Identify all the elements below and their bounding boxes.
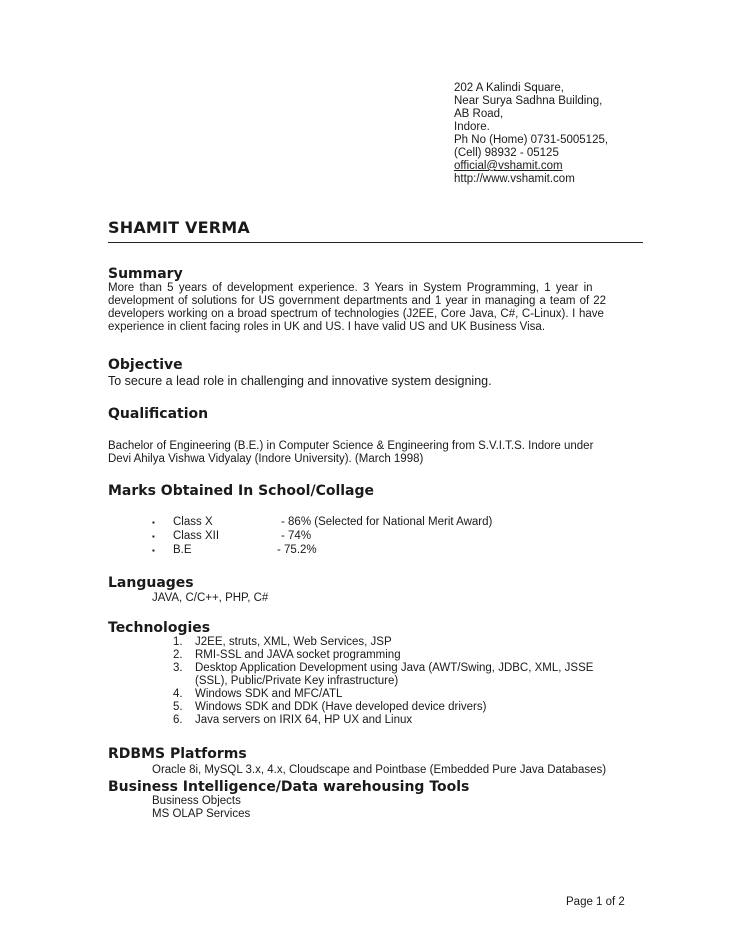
name-divider [108,242,643,243]
candidate-name: SHAMIT VERMA [108,218,250,237]
email-link[interactable]: official@vshamit.com [454,160,563,172]
page-number: Page 1 of 2 [566,896,625,908]
phone-cell: (Cell) 98932 - 05125 [454,147,559,159]
bi-item: MS OLAP Services [152,808,251,820]
list-number: 6. [173,714,183,726]
objective-text: To secure a lead role in challenging and innovative system designing. [108,374,492,388]
list-text: J2EE, struts, XML, Web Services, JSP [195,636,392,648]
marks-value: - 74% [281,530,312,542]
rdbms-text: Oracle 8i, MySQL 3.x, 4.x, Cloudscape and Pointbase (Embedded Pure Java Databases) [152,764,607,776]
marks-row [152,530,572,543]
marks-value: - 86% (Selected for National Merit Award) [281,516,493,528]
marks-label: B.E [173,544,192,556]
technologies-heading: Technologies [108,620,211,636]
list-text: Windows SDK and MFC/ATL [195,688,343,700]
website-text: http://www.vshamit.com [454,173,575,185]
summary-line: developers working on a broad spectrum of technologies (J2EE, Core Java, C#, C-Linux). I have [108,308,604,320]
square-bullet-icon: ▪ [152,532,155,541]
list-text: Desktop Application Development using Java (AWT/Swing, JDBC, XML, JSSE [195,662,594,674]
list-number: 3. [173,662,183,674]
list-item [173,649,633,662]
address-line-2: Near Surya Sadhna Building, [454,95,603,107]
summary-line: More than 5 years of development experience. 3 Years in System Programming, 1 year in [108,282,593,294]
address-line-4: Indore. [454,121,490,133]
list-item [173,701,633,714]
objective-heading: Objective [108,357,183,373]
list-text: Windows SDK and DDK (Have developed device drivers) [195,701,487,713]
summary-line: development of solutions for US government departments and 1 year in managing a team of 22 [108,295,607,307]
list-item [173,714,633,727]
qualification-line: Devi Ahilya Vishwa Vidyalay (Indore University). (March 1998) [108,453,424,465]
technologies-list [173,636,633,727]
address-line-3: AB Road, [454,108,504,120]
marks-row [152,516,572,529]
summary-text [108,282,628,334]
square-bullet-icon: ▪ [152,518,155,527]
marks-value: - 75.2% [277,544,317,556]
languages-heading: Languages [108,575,194,591]
list-number: 1. [173,636,183,648]
list-text: RMI-SSL and JAVA socket programming [195,649,401,661]
marks-heading: Marks Obtained In School/Collage [108,483,375,499]
list-item [173,675,633,688]
list-text: (SSL), Public/Private Key infrastructure) [195,675,399,687]
bi-heading: Business Intelligence/Data warehousing Tools [108,779,470,795]
list-text: Java servers on IRIX 64, HP UX and Linux [195,714,413,726]
qualification-text [108,440,628,466]
summary-heading: Summary [108,266,183,282]
qualification-line: Bachelor of Engineering (B.E.) in Computer Science & Engineering from S.V.I.T.S. Indore under [108,440,594,452]
list-item [173,662,633,675]
contact-address-block [454,82,694,186]
list-item [173,636,633,649]
bi-item: Business Objects [152,795,241,807]
list-item [173,688,633,701]
list-number: 2. [173,649,183,661]
languages-text: JAVA, C/C++, PHP, C# [152,592,269,604]
list-number: 5. [173,701,183,713]
phone-home: Ph No (Home) 0731-5005125, [454,134,609,146]
summary-line: experience in client facing roles in UK and US. I have valid US and UK Business Visa. [108,321,546,333]
marks-label: Class XII [173,530,220,542]
rdbms-heading: RDBMS Platforms [108,746,247,762]
list-number: 4. [173,688,183,700]
marks-row [152,544,572,557]
square-bullet-icon: ▪ [152,546,155,555]
marks-label: Class X [173,516,213,528]
address-line-1: 202 A Kalindi Square, [454,82,564,94]
qualification-heading: Qualification [108,406,209,422]
